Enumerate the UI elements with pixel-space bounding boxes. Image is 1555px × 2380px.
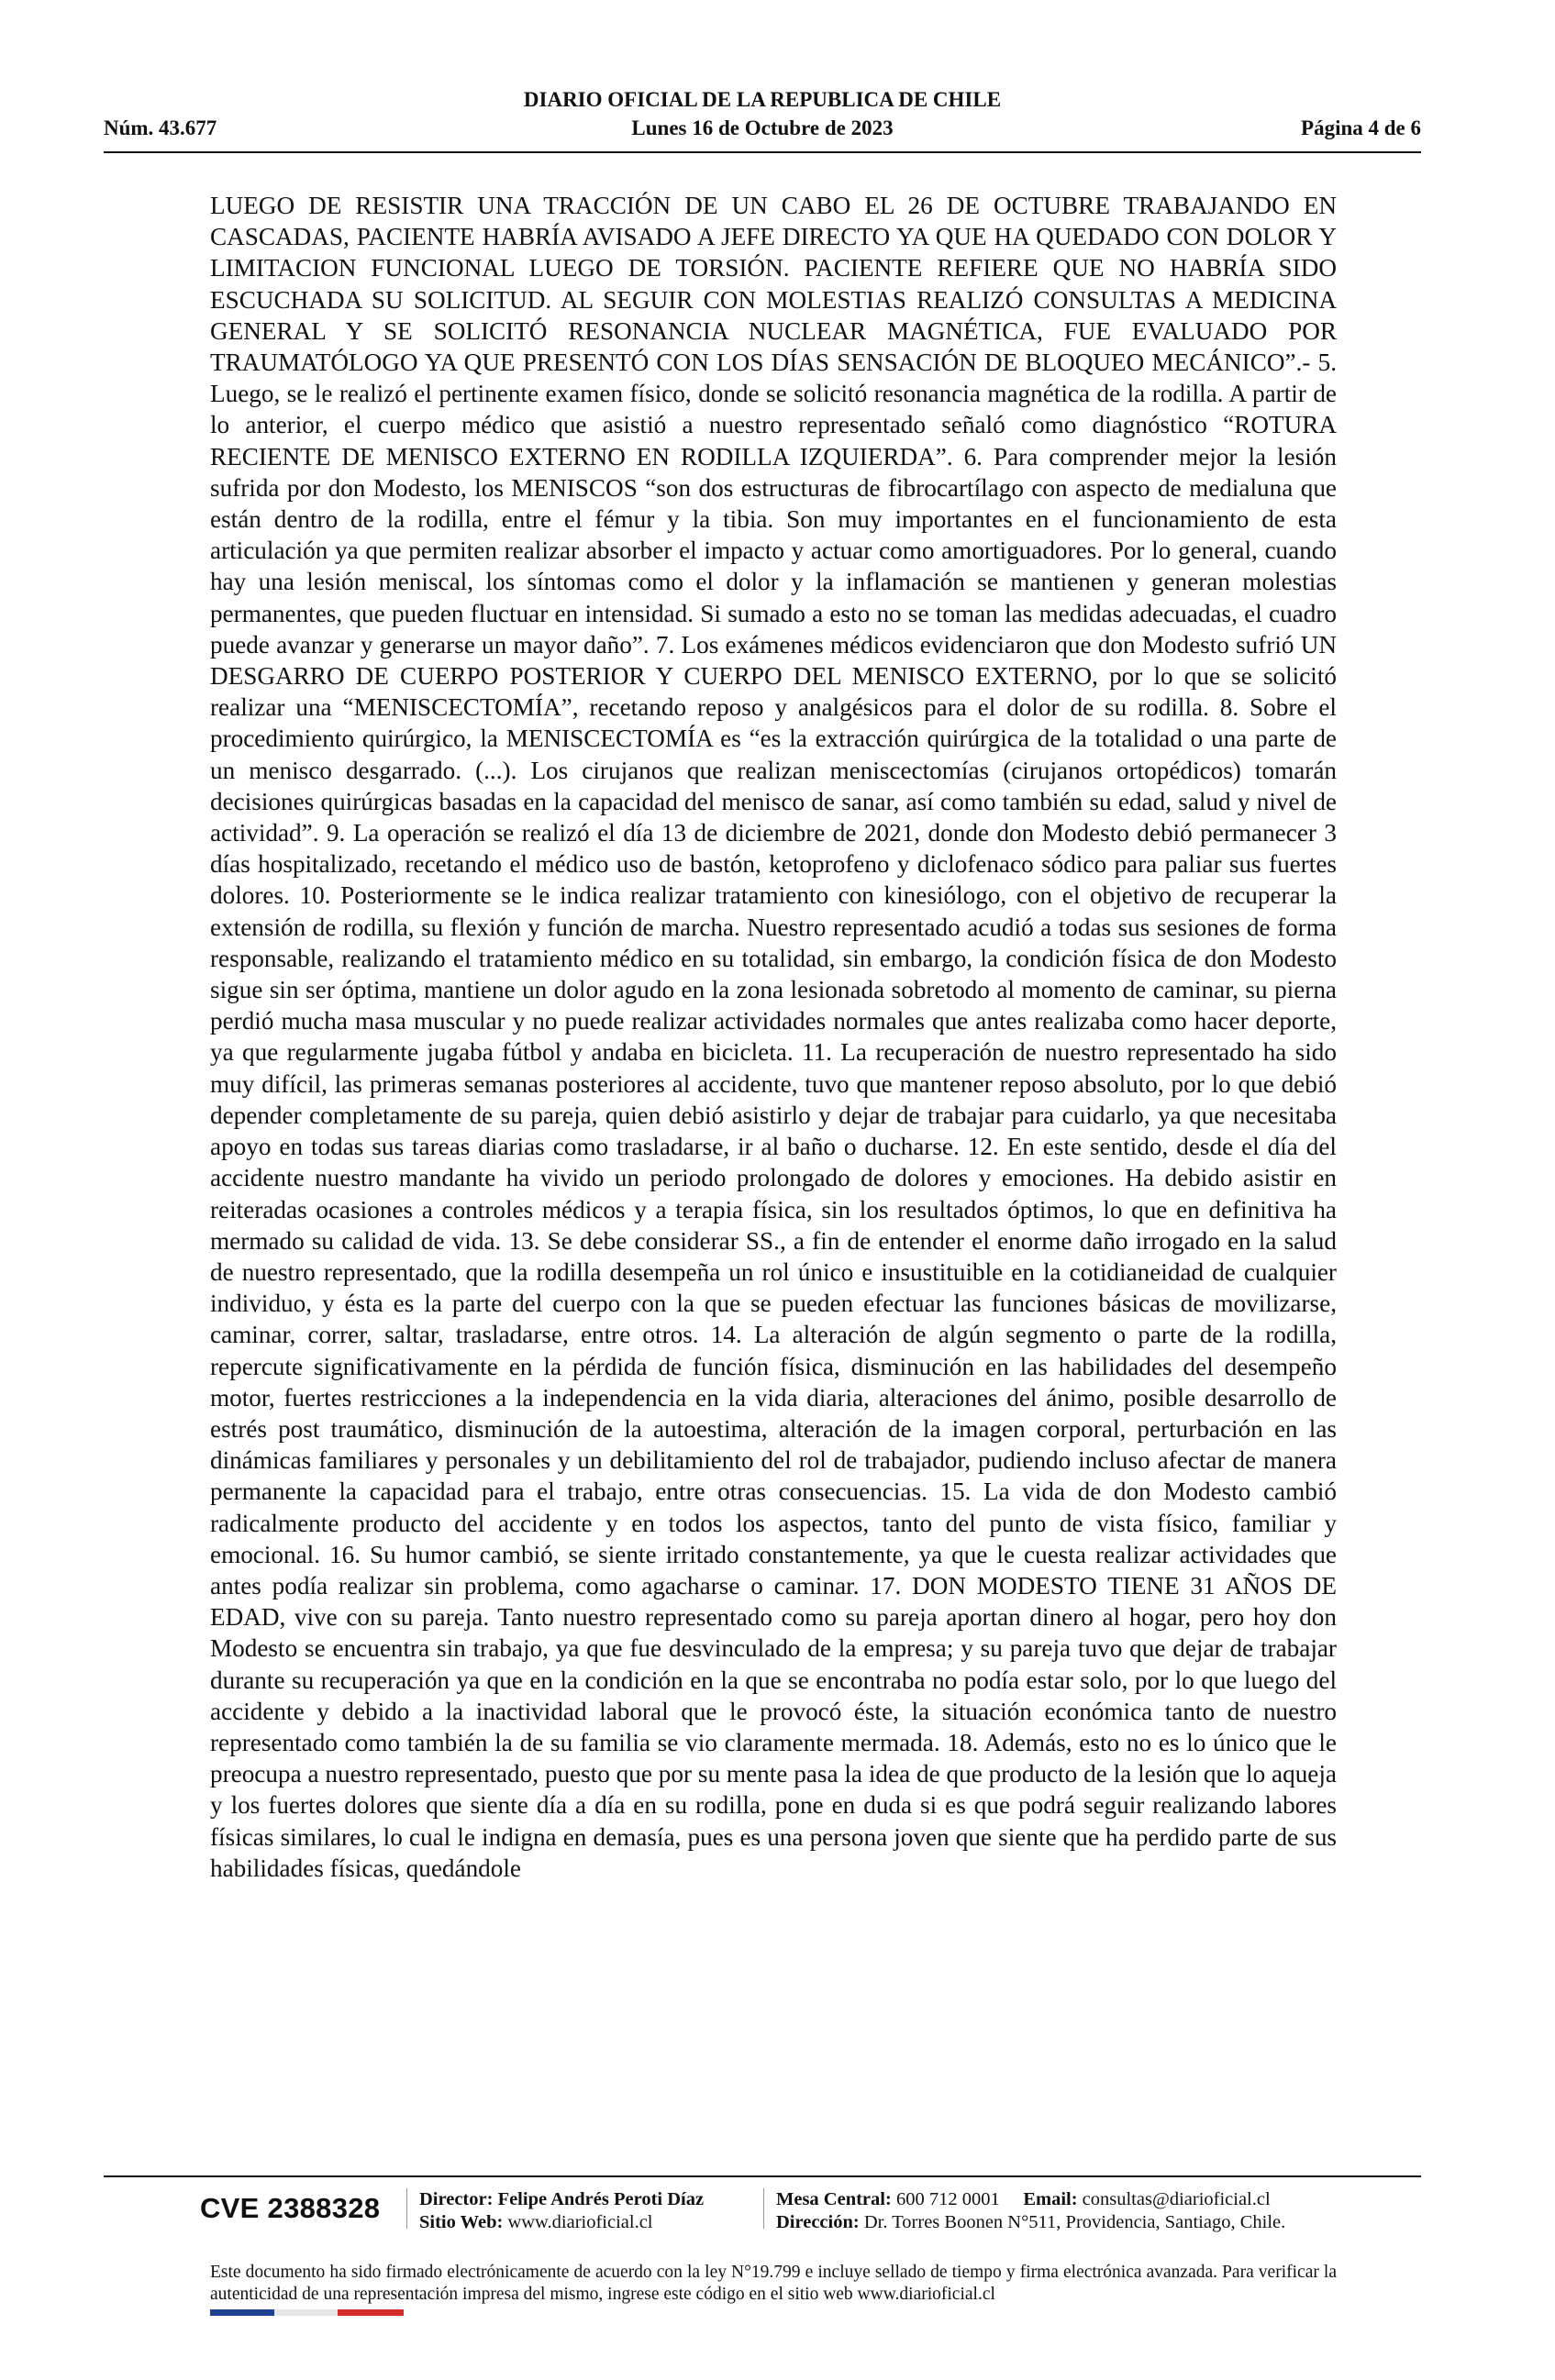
website-line [419,2211,704,2234]
website-label: Sitio Web: [419,2212,504,2232]
email-label: Email: [1023,2189,1078,2209]
footer-separator [406,2188,407,2229]
header-divider [104,151,1421,153]
website-link[interactable]: www.diarioficial.cl [507,2212,653,2232]
flag-bar-red [338,2309,404,2316]
cve-code: CVE 2388328 [200,2192,381,2224]
phone-label: Mesa Central: [776,2189,892,2209]
cve-code-box [200,2183,397,2234]
issue-number: Núm. 43.677 [104,116,217,139]
page-number: Página 4 de 6 [1301,116,1421,139]
director-name: Felipe Andrés Peroti Díaz [497,2189,705,2209]
footer-separator [763,2188,764,2229]
flag-bar-white [274,2309,339,2316]
address-value: Dr. Torres Boonen N°511, Providencia, Santiago, Chile. [863,2212,1286,2232]
address-line [776,2211,1285,2234]
address-label: Dirección: [776,2212,860,2232]
flag-color-bar [210,2309,404,2316]
footer-director-block [419,2188,704,2234]
email-link[interactable]: consultas@diarioficial.cl [1082,2189,1271,2209]
issue-date: Lunes 16 de Octubre de 2023 [631,116,894,139]
footer-divider [104,2175,1421,2177]
body-paragraph: LUEGO DE RESISTIR UNA TRACCIÓN DE UN CABO EL 26 DE OCTUBRE TRABAJANDO EN CASCADAS, PACIENTE HABRÍA AVISADO A JEFE DIRECTO YA QUE HA QUEDADO CON DOLOR Y LIMITACION FUNCIONAL LUEGO DE TORSIÓN. PACIENTE REFIERE QUE NO HABRÍA SIDO ESCUCHADA SU SOLICITUD. AL SEGUIR CON MOLESTIAS REALIZÓ CONSULTAS A MEDICINA GENERAL Y SE SOLICITÓ RESONANCIA NUCLEAR MAGNÉTICA, FUE EVALUADO POR TRAUMATÓLOGO YA QUE PRESENTÓ CON LOS DÍAS SENSACIÓN DE BLOQUEO MECÁNICO”.- 5. Luego, se le realizó el pertinente examen físico, donde se solicitó resonancia magnética de la rodilla. A partir de lo anterior, el cuerpo médico que asistió a nuestro representado señaló como diagnóstico “ROTURA RECIENTE DE MENISCO EXTERNO EN RODILLA IZQUIERDA”. 6. Para comprender mejor la lesión sufrida por don Modesto, los MENISCOS “son dos estructuras de fibrocartílago con aspecto de medialuna que están dentro de la rodilla, entre el fémur y la tibia. Son muy importantes en el funcionamiento de esta articulación ya que permiten realizar absorber el impacto y actuar como amortiguadores. Por lo general, cuando hay una lesión meniscal, los síntomas como el dolor y la inflamación se mantienen y generan molestias permanentes, que pueden fluctuar en intensidad. Si sumado a esto no se toman las medidas adecuadas, el cuadro puede avanzar y generarse un mayor daño”. 7. Los exámenes médicos evidenciaron que don Modesto sufrió UN DESGARRO DE CUERPO POSTERIOR Y CUERPO DEL MENISCO EXTERNO, por lo que se solicitó realizar una “MENISCECTOMÍA”, recetando reposo y analgésicos para el dolor de su rodilla. 8. Sobre el procedimiento quirúrgico, la MENISCECTOMÍA es “es la extracción quirúrgica de la totalidad o una parte de un menisco desgarrado. (...). Los cirujanos que realizan meniscectomías (cirujanos ortopédicos) tomarán decisiones quirúrgicas basadas en la capacidad del menisco de sanar, así como también su edad, salud y nivel de actividad”. 9. La operación se realizó el día 13 de diciembre de 2021, donde don Modesto debió permanecer 3 días hospitalizado, recetando el médico uso de bastón, ketoprofeno y diclofenaco sódico para paliar sus fuertes dolores. 10. Posteriormente se le indica realizar tratamiento con kinesiólogo, con el objetivo de recuperar la extensión de rodilla, su flexión y función de marcha. Nuestro representado acudió a todas sus sesiones de forma responsable, realizando el tratamiento médico en su totalidad, sin embargo, la condición física de don Modesto sigue sin ser óptima, mantiene un dolor agudo en la zona lesionada sobretodo al momento de caminar, su pierna perdió mucha masa muscular y no puede realizar actividades normales que antes realizaba como hacer deporte, ya que regularmente jugaba fútbol y andaba en bicicleta. 11. La recuperación de nuestro representado ha sido muy difícil, las primeras semanas posteriores al accidente, tuvo que mantener reposo absoluto, por lo que debió depender completamente de su pareja, quien debió asistirlo y dejar de trabajar para cuidarlo, ya que necesitaba apoyo en todas sus tareas diarias como trasladarse, ir al baño o ducharse. 12. En este sentido, desde el día del accidente nuestro mandante ha vivido un periodo prolongado de dolores y emociones. Ha debido asistir en reiteradas ocasiones a controles médicos y a terapia física, sin los resultados óptimos, lo que en definitiva ha mermado su calidad de vida. 13. Se debe considerar SS., a fin de entender el enorme daño irrogado en la salud de nuestro representado, que la rodilla desempeña un rol único e insustituible en la cotidianeidad de cualquier individuo, y ésta es la parte del cuerpo con la que se pueden efectuar las funciones básicas de movilizarse, caminar, correr, saltar, trasladarse, entre otros. 14. La alteración de algún segmento o parte de la rodilla, repercute significativamente en la pérdida de función física, disminución en las habilidades del desempeño motor, fuertes restricciones a la independencia en la vida diaria, alteraciones del ánimo, posible desarrollo de estrés post traumático, disminución de la autoestima, alteración de la imagen corporal, perturbación en las dinámicas familiares y personales y un debilitamiento del rol de trabajador, pudiendo incluso afectar de manera permanente la capacidad para el trabajo, entre otras consecuencias. 15. La vida de don Modesto cambió radicalmente producto del accidente y en todos los aspectos, tanto del punto de vista físico, familiar y emocional. 16. Su humor cambió, se siente irritado constantemente, ya que le cuesta realizar actividades que antes podía realizar sin problema, como agacharse o caminar. 17. DON MODESTO TIENE 31 AÑOS DE EDAD, vive con su pareja. Tanto nuestro representado como su pareja aportan dinero al hogar, pero hoy don Modesto se encuentra sin trabajo, ya que fue desvinculado de la empresa; y su pareja tuvo que dejar de trabajar durante su recuperación ya que en la condición en la que se encontraba no podía estar solo, por lo que luego del accidente y debido a la inactividad laboral que le provocó éste, la situación económica tanto de nuestro representado como también la de su familia se vio claramente mermada. 18. Además, esto no es lo único que le preocupa a nuestro representado, puesto que por su mente pasa la idea de que producto de la lesión que lo aqueja y los fuertes dolores que siente día a día en su rodilla, pone en duda si es que podrá seguir realizando labores físicas similares, lo cual le indigna en demasía, pues es una persona joven que siente que ha perdido parte de sus habilidades físicas, quedándole [210,192,1337,1882]
footer-contact-block [776,2188,1285,2234]
legal-notice: Este documento ha sido firmado electrónicamente de acuerdo con la ley N°19.799 e incluye sellado de tiempo y firma electrónica avanzada. Para verificar la autenticidad de una representación impresa del mismo, ingrese este código en el sitio web www.diarioficial.cl [210,2263,1337,2304]
phone-value: 600 712 0001 [895,2189,1000,2209]
flag-bar-blue [210,2309,274,2316]
director-line [419,2188,704,2211]
director-label: Director: [419,2189,494,2209]
contact-line [776,2188,1285,2211]
gazette-title: DIARIO OFICIAL DE LA REPUBLICA DE CHILE [523,88,1002,111]
page-header [104,88,1421,154]
